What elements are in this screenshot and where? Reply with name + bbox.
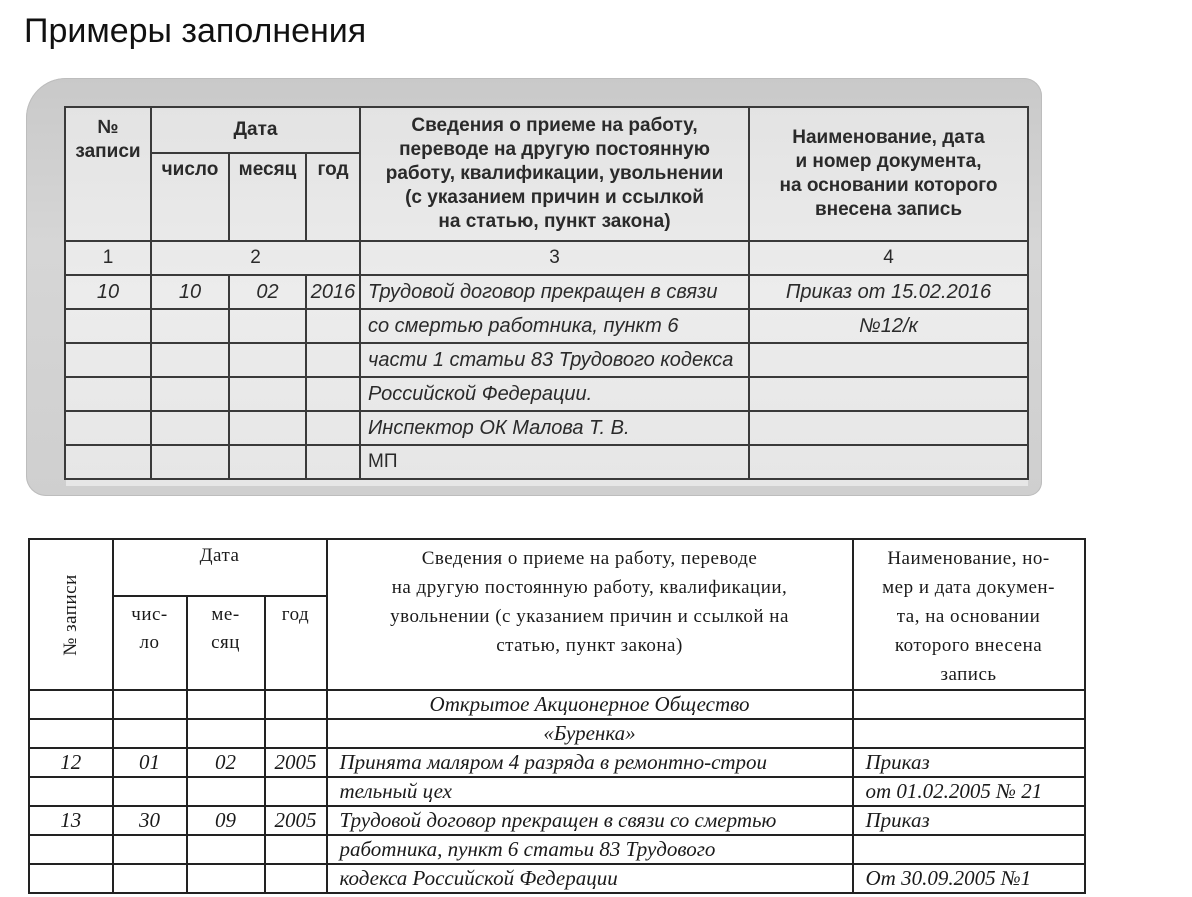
info-cell: Открытое Акционерное Общество: [327, 690, 853, 719]
day-cell: [113, 719, 187, 748]
info-cell: тельный цех: [327, 777, 853, 806]
info-cell: работника, пункт 6 статьи 83 Трудового: [327, 835, 853, 864]
year-cell: [265, 777, 327, 806]
document-cell: [749, 343, 1028, 377]
entry-no-cell: [29, 690, 113, 719]
entry-no-cell: 10: [65, 275, 151, 309]
document-cell: [853, 835, 1085, 864]
column-number: 4: [749, 241, 1028, 275]
day-cell: 30: [113, 806, 187, 835]
info-cell: Инспектор ОК Малова Т. В.: [360, 411, 749, 445]
document-cell: От 30.09.2005 №1: [853, 864, 1085, 893]
header-day: число: [151, 153, 229, 241]
column-number: 3: [360, 241, 749, 275]
year-cell: 2016: [306, 275, 360, 309]
table-row: [29, 719, 1085, 748]
day-cell: [113, 835, 187, 864]
bottom-sample-table: [28, 538, 1086, 894]
header-day: чис- ло: [113, 596, 187, 690]
table-row: [29, 690, 1085, 719]
header-info: Сведения о приеме на работу, переводе на другую постоянную работу, квалификации, увольнении (с указанием причин и ссылкой на статью, пункт закона): [360, 107, 749, 241]
year-cell: [265, 864, 327, 893]
column-number: 2: [151, 241, 360, 275]
info-cell: Принята маляром 4 разряда в ремонтно-строи: [327, 748, 853, 777]
entry-no-cell: 13: [29, 806, 113, 835]
document-cell: [853, 719, 1085, 748]
header-year: год: [306, 153, 360, 241]
day-cell: [151, 445, 229, 479]
day-cell: [151, 411, 229, 445]
header-year: год: [265, 596, 327, 690]
header-document: Наименование, но- мер и дата докумен- та, на основании которого внесена запись: [853, 539, 1085, 690]
year-cell: [306, 309, 360, 343]
month-cell: [229, 309, 306, 343]
month-cell: [187, 864, 265, 893]
document-cell: №12/к: [749, 309, 1028, 343]
month-cell: [229, 343, 306, 377]
entry-no-cell: [29, 777, 113, 806]
year-cell: [265, 835, 327, 864]
info-cell: «Буренка»: [327, 719, 853, 748]
header-month: месяц: [229, 153, 306, 241]
year-cell: [265, 690, 327, 719]
month-cell: [229, 445, 306, 479]
table-row: [65, 275, 1028, 309]
info-cell: Российской Федерации.: [360, 377, 749, 411]
table-row: [65, 445, 1028, 479]
month-cell: [187, 777, 265, 806]
month-cell: 02: [187, 748, 265, 777]
year-cell: [306, 445, 360, 479]
year-cell: [306, 377, 360, 411]
day-cell: [151, 377, 229, 411]
year-cell: 2005: [265, 806, 327, 835]
year-cell: 2005: [265, 748, 327, 777]
document-cell: от 01.02.2005 № 21: [853, 777, 1085, 806]
year-cell: [306, 343, 360, 377]
day-cell: 10: [151, 275, 229, 309]
header-entry-no: № записи: [65, 107, 151, 241]
entry-no-cell: [65, 411, 151, 445]
header-month: ме- сяц: [187, 596, 265, 690]
year-cell: [265, 719, 327, 748]
entry-no-cell: [65, 377, 151, 411]
day-cell: [151, 309, 229, 343]
document-cell: [749, 377, 1028, 411]
table-row: [65, 309, 1028, 343]
table-row: [65, 411, 1028, 445]
month-cell: 02: [229, 275, 306, 309]
page-title: Примеры заполнения: [24, 12, 367, 50]
table-row: [29, 835, 1085, 864]
info-cell: Трудовой договор прекращен в связи: [360, 275, 749, 309]
document-cell: [853, 690, 1085, 719]
column-number: 1: [65, 241, 151, 275]
table-row: [65, 343, 1028, 377]
info-cell: части 1 статьи 83 Трудового кодекса: [360, 343, 749, 377]
day-cell: [151, 343, 229, 377]
document-cell: [749, 411, 1028, 445]
day-cell: 01: [113, 748, 187, 777]
info-cell: Трудовой договор прекращен в связи со смертью: [327, 806, 853, 835]
document-cell: [749, 445, 1028, 479]
document-cell: Приказ: [853, 806, 1085, 835]
entry-no-cell: [29, 719, 113, 748]
entry-no-cell: [29, 835, 113, 864]
document-cell: Приказ: [853, 748, 1085, 777]
day-cell: [113, 690, 187, 719]
table-row: [29, 864, 1085, 893]
month-cell: [187, 719, 265, 748]
entry-no-cell: [29, 864, 113, 893]
table-row: [29, 748, 1085, 777]
entry-no-cell: [65, 445, 151, 479]
header-info: Сведения о приеме на работу, переводе на другую постоянную работу, квалификации, увольнении (с указанием причин и ссылкой на статью, пункт закона): [327, 539, 853, 690]
month-cell: [187, 835, 265, 864]
info-cell: МП: [360, 445, 749, 479]
table-row: [29, 806, 1085, 835]
month-cell: [229, 411, 306, 445]
table-row: [29, 777, 1085, 806]
entry-no-cell: 12: [29, 748, 113, 777]
month-cell: [229, 377, 306, 411]
info-cell: кодекса Российской Федерации: [327, 864, 853, 893]
header-entry-no-label: № записи: [59, 573, 81, 656]
month-cell: 09: [187, 806, 265, 835]
year-cell: [306, 411, 360, 445]
month-cell: [187, 690, 265, 719]
top-sample-table: [64, 106, 1029, 480]
table-row: [65, 377, 1028, 411]
document-cell: Приказ от 15.02.2016: [749, 275, 1028, 309]
entry-no-cell: [65, 309, 151, 343]
header-entry-no: [29, 539, 113, 690]
header-document: Наименование, дата и номер документа, на основании которого внесена запись: [749, 107, 1028, 241]
day-cell: [113, 864, 187, 893]
info-cell: со смертью работника, пункт 6: [360, 309, 749, 343]
day-cell: [113, 777, 187, 806]
entry-no-cell: [65, 343, 151, 377]
header-date: Дата: [151, 107, 360, 153]
header-date: Дата: [113, 539, 327, 596]
